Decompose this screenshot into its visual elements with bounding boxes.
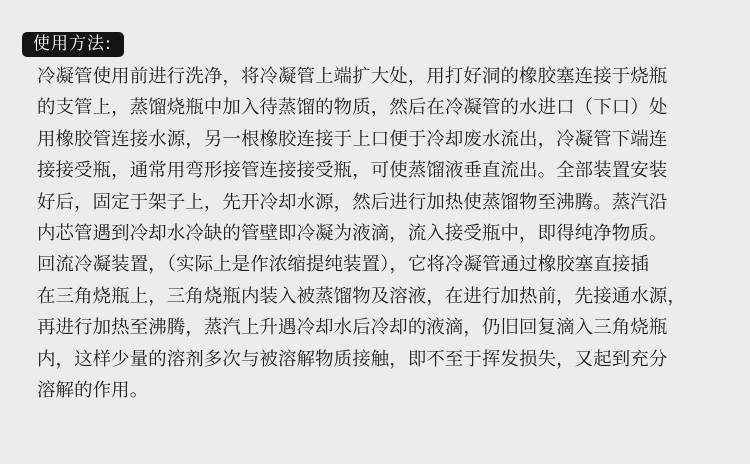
section-heading-badge: 使用方法:	[22, 32, 124, 57]
body-line: 再进行加热至沸腾，蒸汽上升遇冷却水后冷却的液滴，仍旧回复滴入三角烧瓶	[37, 317, 668, 339]
body-line: 接接受瓶，通常用弯形接管连接接受瓶，可使蒸馏液垂直流出。全部装置安装	[37, 160, 668, 182]
body-line: 冷凝管使用前进行洗净，将冷凝管上端扩大处，用打好洞的橡胶塞连接于烧瓶	[37, 66, 668, 87]
instruction-body	[37, 61, 727, 406]
body-line: 好后，固定于架子上，先开冷却水源，然后进行加热使蒸馏物至沸腾。蒸汽沿	[37, 191, 668, 213]
body-line: 内，这样少量的溶剂多次与被溶解物质接触，即不至于挥发损失，又起到充分	[37, 348, 668, 370]
body-line: 用橡胶管连接水源，另一根橡胶连接于上口便于冷却废水流出，冷凝管下端连	[37, 128, 668, 150]
body-line: 回流冷凝装置，（实际上是作浓缩提纯装置），它将冷凝管通过橡胶塞直接插	[37, 254, 649, 276]
body-line: 在三角烧瓶上，三角烧瓶内装入被蒸馏物及溶液，在进行加热前，先接通水源，	[37, 285, 686, 307]
body-line: 内芯管遇到冷却水冷缺的管壁即冷凝为液滴，流入接受瓶中，即得纯净物质。	[37, 222, 668, 244]
body-line: 的支管上，蒸馏烧瓶中加入待蒸馏的物质，然后在冷凝管的水进口（下口）处	[37, 97, 668, 119]
body-line: 溶解的作用。	[37, 379, 149, 401]
